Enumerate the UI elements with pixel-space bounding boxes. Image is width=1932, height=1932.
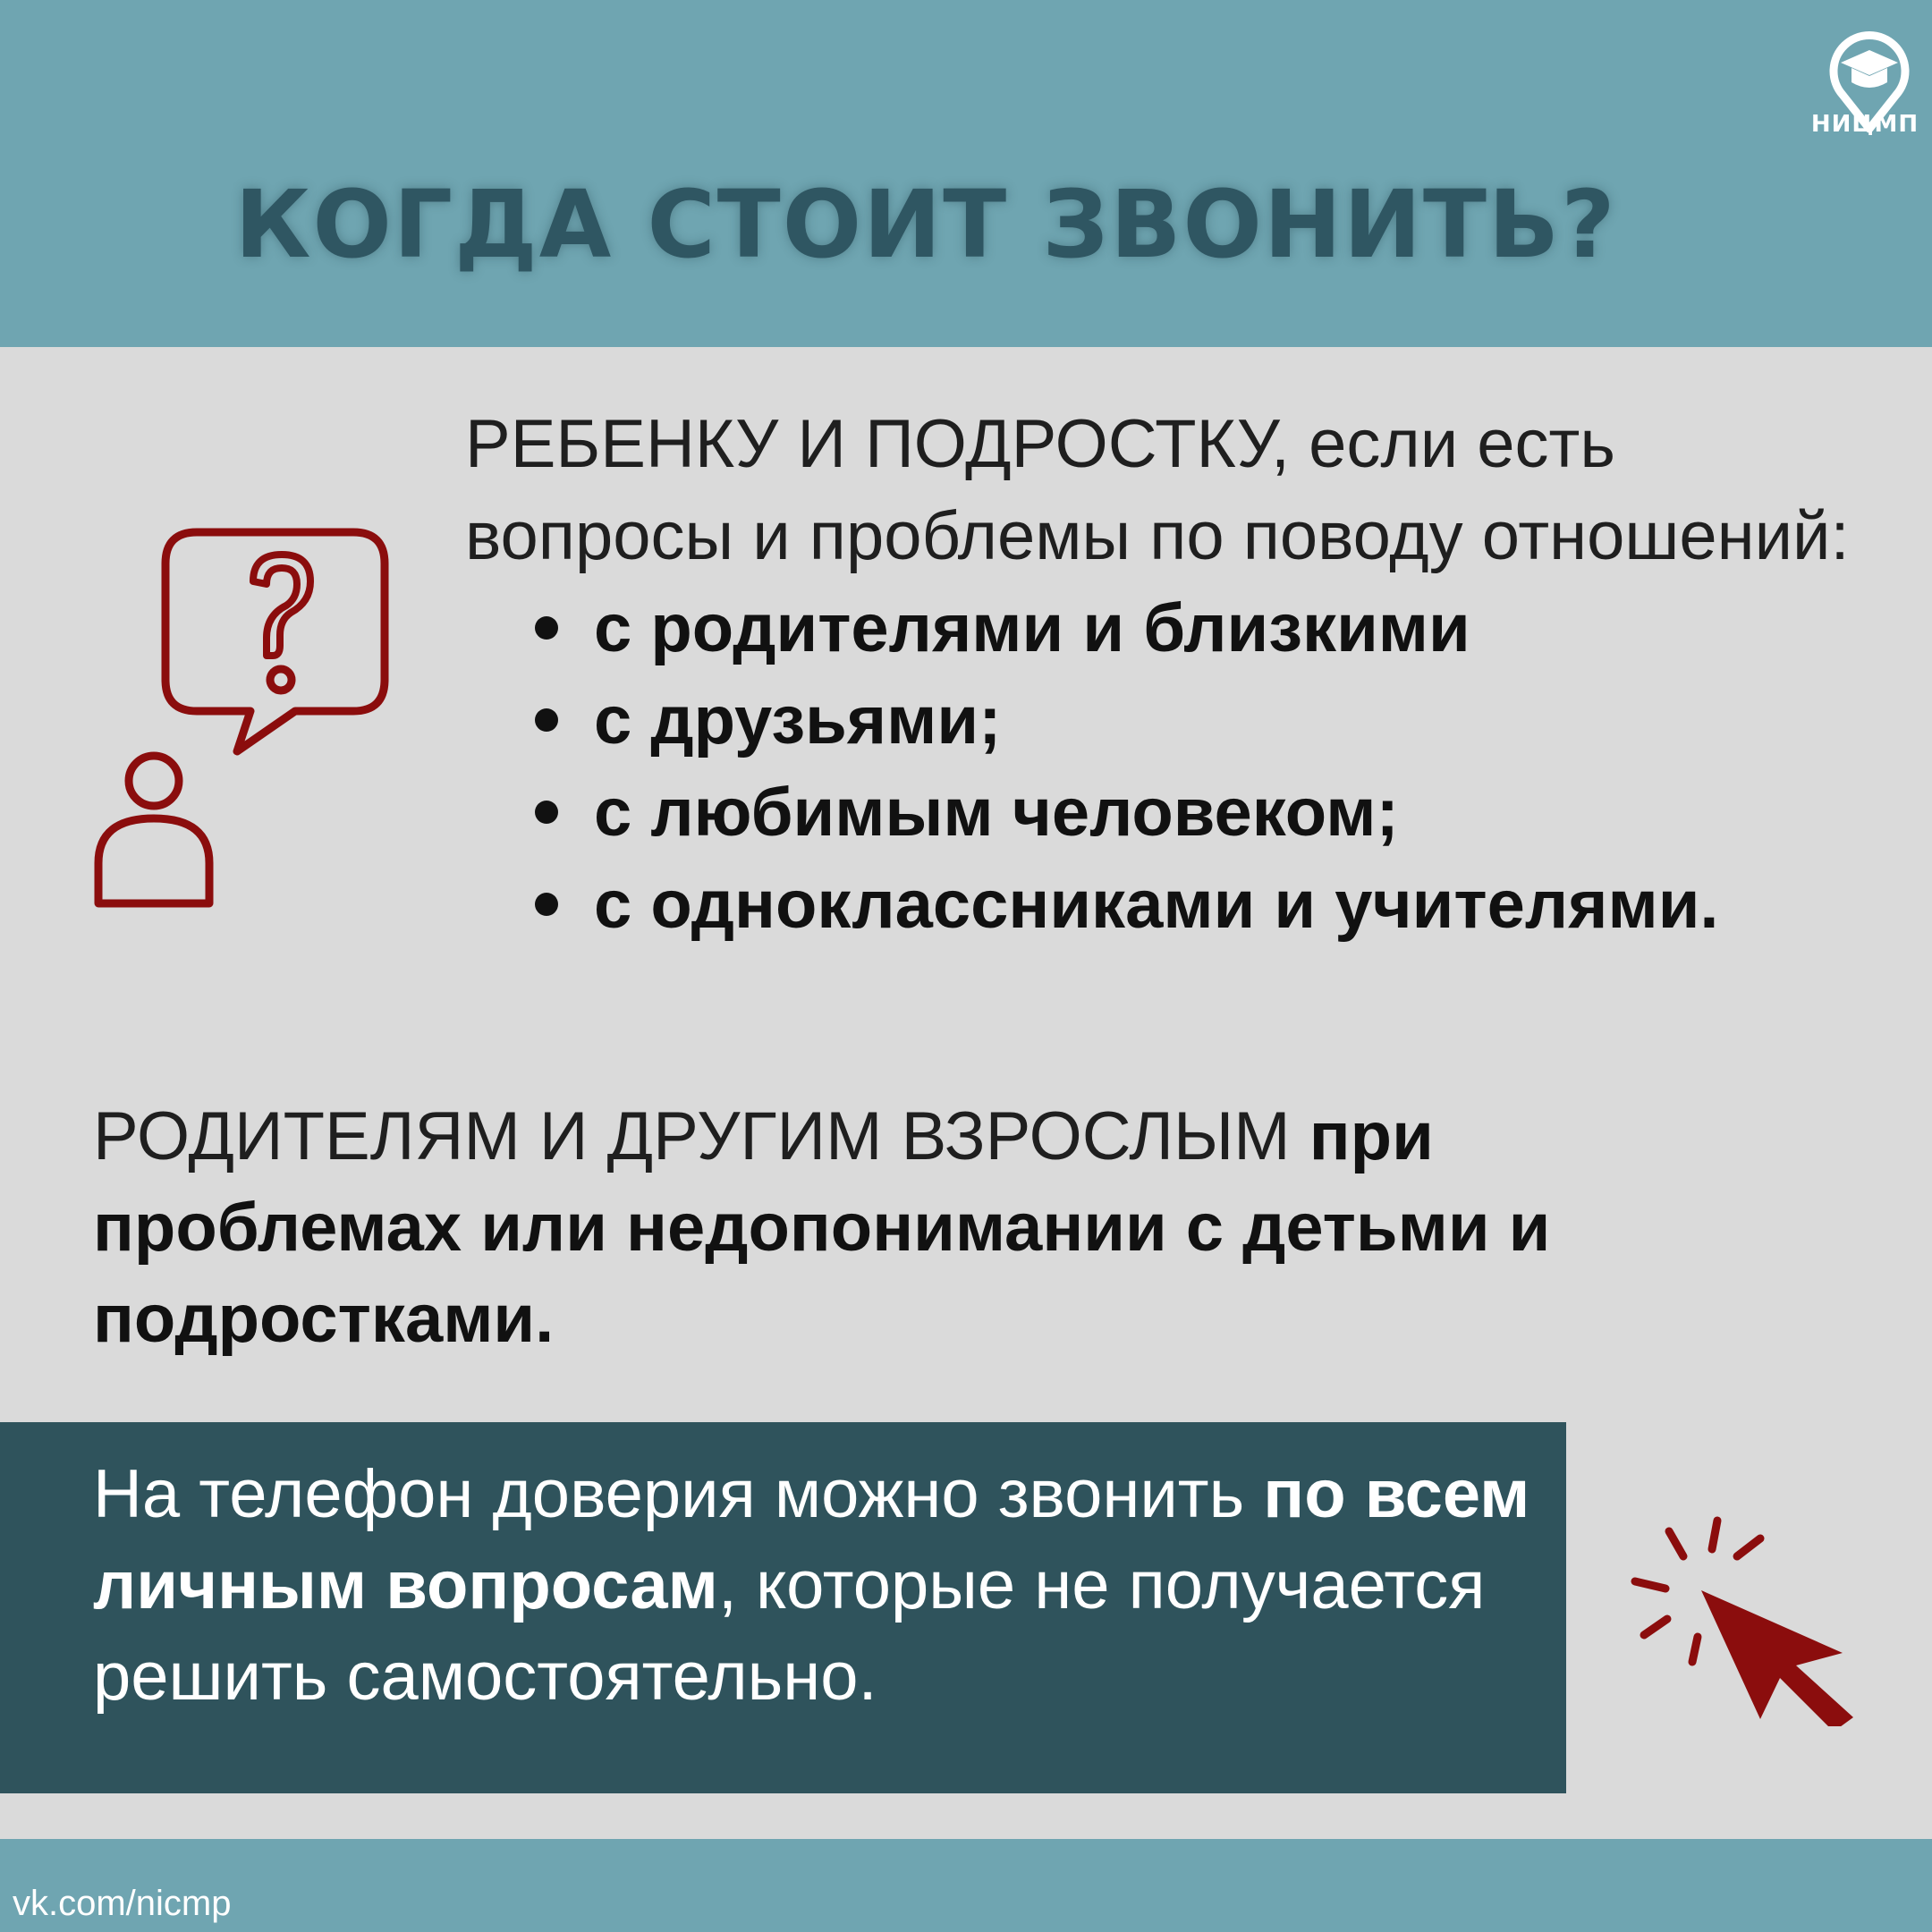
list-item: с друзьями; [533,674,1860,767]
info-bold: по всем личным вопросам [93,1456,1530,1623]
child-section [465,398,1860,951]
child-intro [465,398,1860,582]
list-item: с любимым человеком; [533,767,1860,859]
info-part1: На телефон доверия можно звонить [93,1456,1264,1532]
child-intro-caps: РЕБЕНКУ И ПОДРОСТКУ [465,406,1271,482]
parent-bold: при проблемах или недопонимании с детьми и подростками. [93,1098,1551,1357]
info-text [93,1449,1560,1723]
parent-caps: РОДИТЕЛЯМ И ДРУГИМ ВЗРОСЛЫМ [93,1098,1291,1174]
relationship-list [465,582,1860,951]
person-question-bubble-icon [89,523,398,917]
page-title: КОГДА СТОИТ ЗВОНИТЬ? [234,170,1617,279]
footer-bar [0,1839,1932,1932]
parent-section [93,1091,1792,1365]
footer-link[interactable]: vk.com/nicmp [13,1884,232,1923]
cursor-click-icon [1619,1512,1869,1726]
list-item: с одноклассниками и учителями. [533,859,1860,951]
list-item: с родителями и близкими [533,582,1860,674]
child-intro-rest: , если есть вопросы и проблемы по поводу отношений: [465,406,1850,574]
info-part2: , которые не получается решить самостоятельно. [93,1547,1486,1715]
logo-text: НИЦМП [1810,111,1919,138]
